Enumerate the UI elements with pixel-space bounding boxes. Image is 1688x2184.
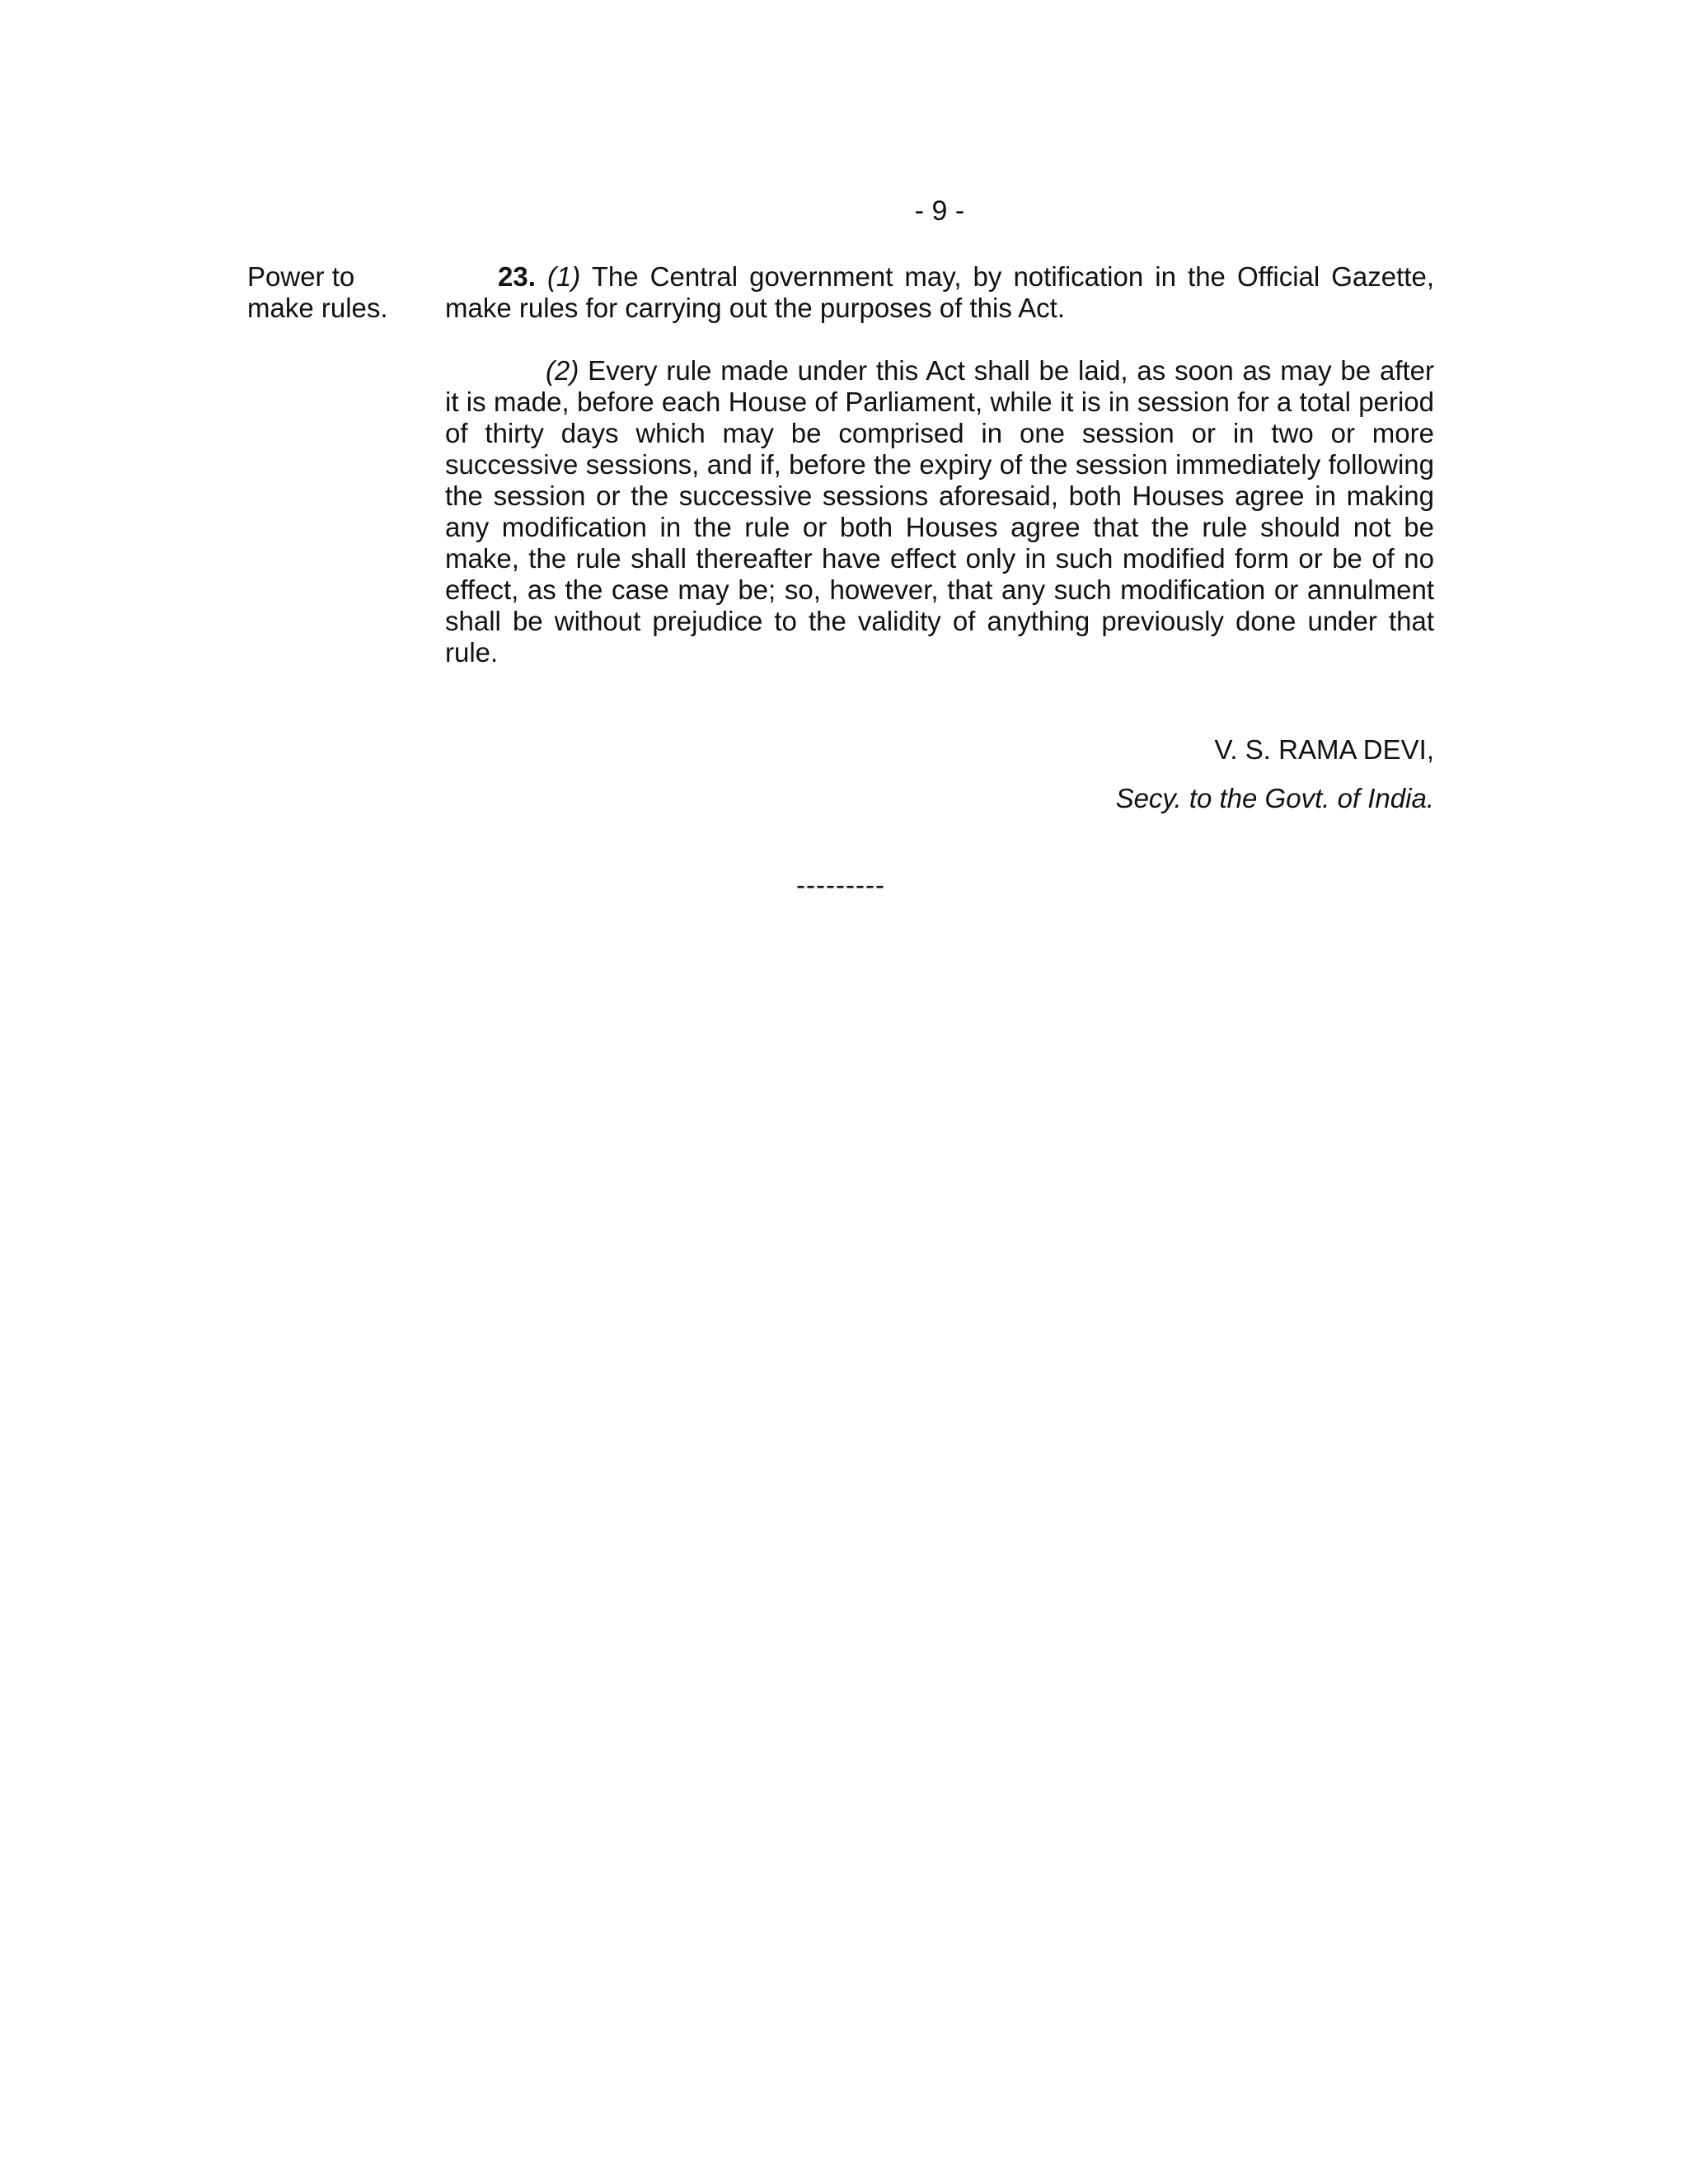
sub-section-text: Every rule made under this Act shall be laid, as soon as may be after it is made, before each House of Parliament, while it is in session for a total period of thirty days which may be comprised in one session or in two or more successive sessions, and if, before the expiry of the session immediately following the session or the successive sessions aforesaid, both Houses agree in making any modification in the rule or both Houses agree that the rule should not be make, the rule shall thereafter have effect only in such modified form or be of no effect, as the case may be; so, however, that any such modification or annulment shall be without prejudice to the validity of anything previously done under that rule. xyxy=(445,355,1434,668)
marginal-note xyxy=(247,261,437,324)
page-number: - 9 - xyxy=(914,195,965,227)
marginal-note-line: make rules. xyxy=(247,293,388,323)
end-marker: --------- xyxy=(796,869,885,900)
sub-section-number: (2) xyxy=(546,355,579,386)
marginal-note-line: Power to xyxy=(247,261,355,292)
sub-section-1 xyxy=(445,261,1434,324)
signatory-title: Secy. to the Govt. of India. xyxy=(1115,783,1434,813)
section-body xyxy=(445,261,1434,668)
signatory-name: V. S. RAMA DEVI, xyxy=(1214,734,1434,765)
sub-section-2 xyxy=(445,355,1434,668)
sub-section-number: (1) xyxy=(546,261,581,292)
sub-section-text: The Central government may, by notification in the Official Gazette, make rules for carrying out the purposes of this Act. xyxy=(445,261,1434,323)
section-number: 23. xyxy=(498,261,536,292)
